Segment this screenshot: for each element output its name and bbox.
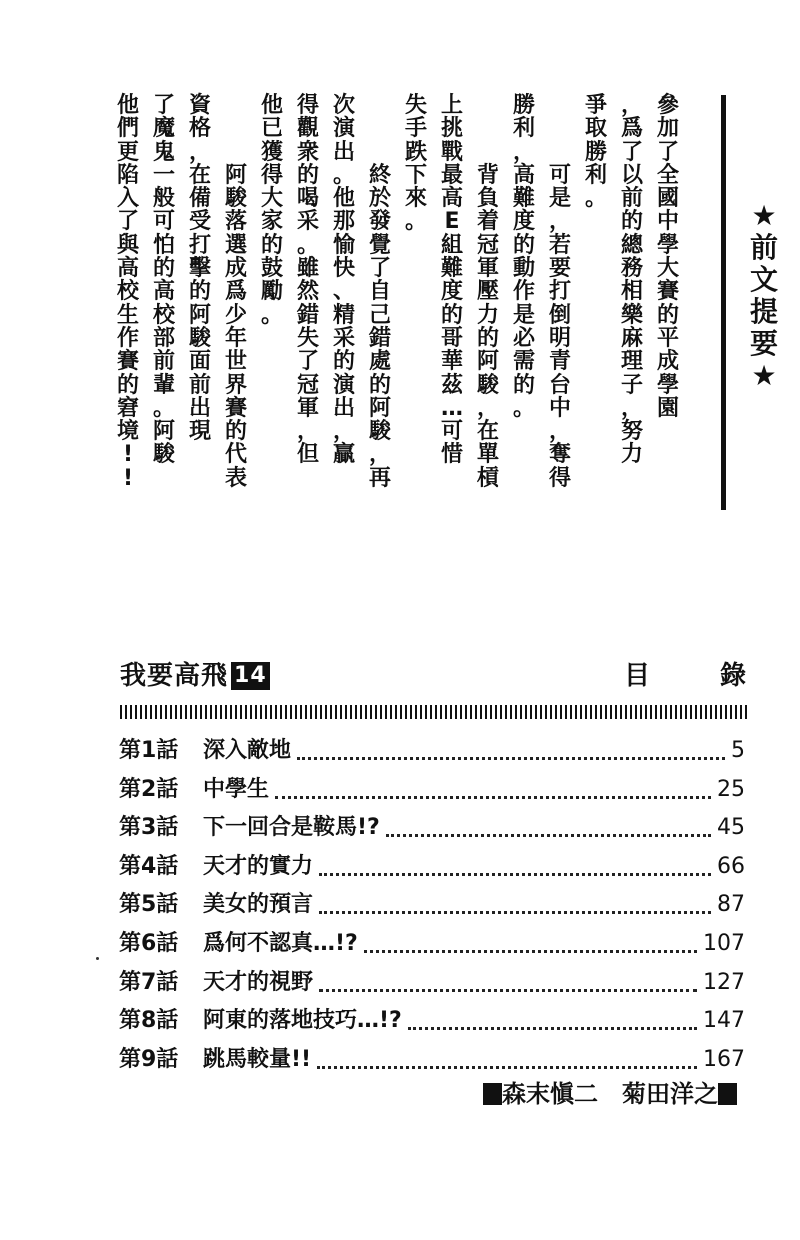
synopsis-column: 阿 駿 落 選 成 爲 少 年 世 界 賽 的 代 表 <box>224 162 247 491</box>
chapter-page: 66 <box>717 853 745 879</box>
chapter-number: 第1話 <box>119 738 179 763</box>
chapter-row <box>119 848 745 887</box>
chapter-page: 167 <box>703 1046 745 1072</box>
chapter-page: 25 <box>717 776 745 802</box>
synopsis-heading: ★ 前 文 提 要 ★ <box>749 199 778 392</box>
book-title-text: 我要高飛 <box>120 661 229 691</box>
chapter-page: 147 <box>703 1008 745 1034</box>
chapter-row <box>119 1002 745 1041</box>
hatched-divider <box>120 705 750 719</box>
chapter-page: 127 <box>703 969 745 995</box>
author-names: 森末愼二 菊田洋之 <box>502 1080 718 1108</box>
chapter-title: 美女的預言 <box>203 892 314 918</box>
chapter-list <box>119 732 745 1079</box>
chapter-number: 第7話 <box>119 969 179 995</box>
toc-header <box>120 659 768 695</box>
dot-leader <box>319 889 711 914</box>
synopsis-column: 了 魔 鬼 一 般 可 怕 的 高 校 部 前 輩 。 阿 駿 <box>152 93 175 468</box>
print-speck <box>96 957 99 960</box>
synopsis-column: 他 們 更 陷 入 了 與 高 校 生 作 賽 的 窘 境 ! ! <box>116 93 139 491</box>
synopsis-column: 參 加 了 全 國 中 學 大 賽 的 平 成 學 園 <box>656 93 679 421</box>
dot-leader <box>386 812 711 837</box>
chapter-number: 第8話 <box>119 1008 179 1034</box>
synopsis-column: 資 格 ， 在 備 受 打 擊 的 阿 駿 面 前 出 現 <box>188 93 211 445</box>
dot-leader <box>364 928 697 953</box>
synopsis-column: 得 觀 衆 的 喝 采 。 雖 然 錯 失 了 冠 軍 ， 但 <box>296 93 319 468</box>
dot-leader <box>408 1005 697 1030</box>
synopsis-column: 背 負 着 冠 軍 壓 力 的 阿 駿 ， 在 單 槓 <box>476 162 499 491</box>
synopsis-divider <box>721 95 726 510</box>
synopsis-column: ， 爲 了 以 前 的 總 務 相 樂 麻 理 子 ， 努 力 <box>620 93 643 468</box>
chapter-page: 5 <box>731 738 745 763</box>
chapter-title: 跳馬較量!! <box>203 1046 312 1072</box>
synopsis-column: 次 演 出 。 他 那 愉 快 、 精 采 的 演 出 ， 贏 <box>332 93 355 468</box>
dot-leader <box>275 774 711 799</box>
synopsis-column: 勝 利 ， 高 難 度 的 動 作 是 必 需 的 。 <box>512 93 535 421</box>
toc-label: 目 錄 <box>623 661 768 691</box>
synopsis-column: 終 於 發 覺 了 自 己 錯 處 的 阿 駿 ， 再 <box>368 162 391 491</box>
chapter-title: 中學生 <box>203 776 270 802</box>
synopsis-text <box>116 93 686 534</box>
chapter-number: 第4話 <box>119 853 179 879</box>
synopsis-column: 可 是 ， 若 要 打 倒 明 青 台 中 ， 奪 得 <box>548 162 571 491</box>
chapter-page: 107 <box>703 930 745 956</box>
chapter-title: 天才的實力 <box>203 853 314 879</box>
author-credit <box>483 1077 737 1111</box>
chapter-row <box>119 1041 745 1080</box>
chapter-row <box>119 809 745 848</box>
chapter-number: 第6話 <box>119 930 179 956</box>
chapter-row <box>119 925 745 964</box>
dot-leader <box>319 851 711 876</box>
chapter-row <box>119 732 745 771</box>
square-bullet-left <box>483 1083 502 1105</box>
chapter-number: 第5話 <box>119 892 179 918</box>
chapter-row <box>119 964 745 1003</box>
dot-leader <box>317 1044 697 1069</box>
synopsis-column: 失 手 跌 下 來 。 <box>404 93 427 235</box>
chapter-number: 第3話 <box>119 815 179 841</box>
book-title <box>120 659 270 693</box>
chapter-page: 45 <box>717 815 745 841</box>
synopsis-column: 爭 取 勝 利 。 <box>584 93 607 212</box>
dot-leader <box>297 735 725 760</box>
chapter-title: 深入敵地 <box>203 738 292 763</box>
volume-badge: 14 <box>231 662 270 690</box>
dot-leader <box>319 967 697 992</box>
chapter-number: 第2話 <box>119 776 179 802</box>
chapter-title: 阿東的落地技巧…!? <box>203 1008 402 1034</box>
synopsis-column: 他 已 獲 得 大 家 的 鼓 勵 。 <box>260 93 283 328</box>
chapter-row <box>119 771 745 810</box>
chapter-title: 天才的視野 <box>203 969 314 995</box>
chapter-number: 第9話 <box>119 1046 179 1072</box>
chapter-title: 下一回合是鞍馬!? <box>203 815 380 841</box>
synopsis-column: 上 挑 戰 最 高 E 組 難 度 的 哥 華 茲 … 可 惜 <box>440 93 463 468</box>
chapter-row <box>119 886 745 925</box>
chapter-page: 87 <box>717 892 745 918</box>
square-bullet-right <box>718 1083 737 1105</box>
chapter-title: 爲何不認真…!? <box>203 930 358 956</box>
